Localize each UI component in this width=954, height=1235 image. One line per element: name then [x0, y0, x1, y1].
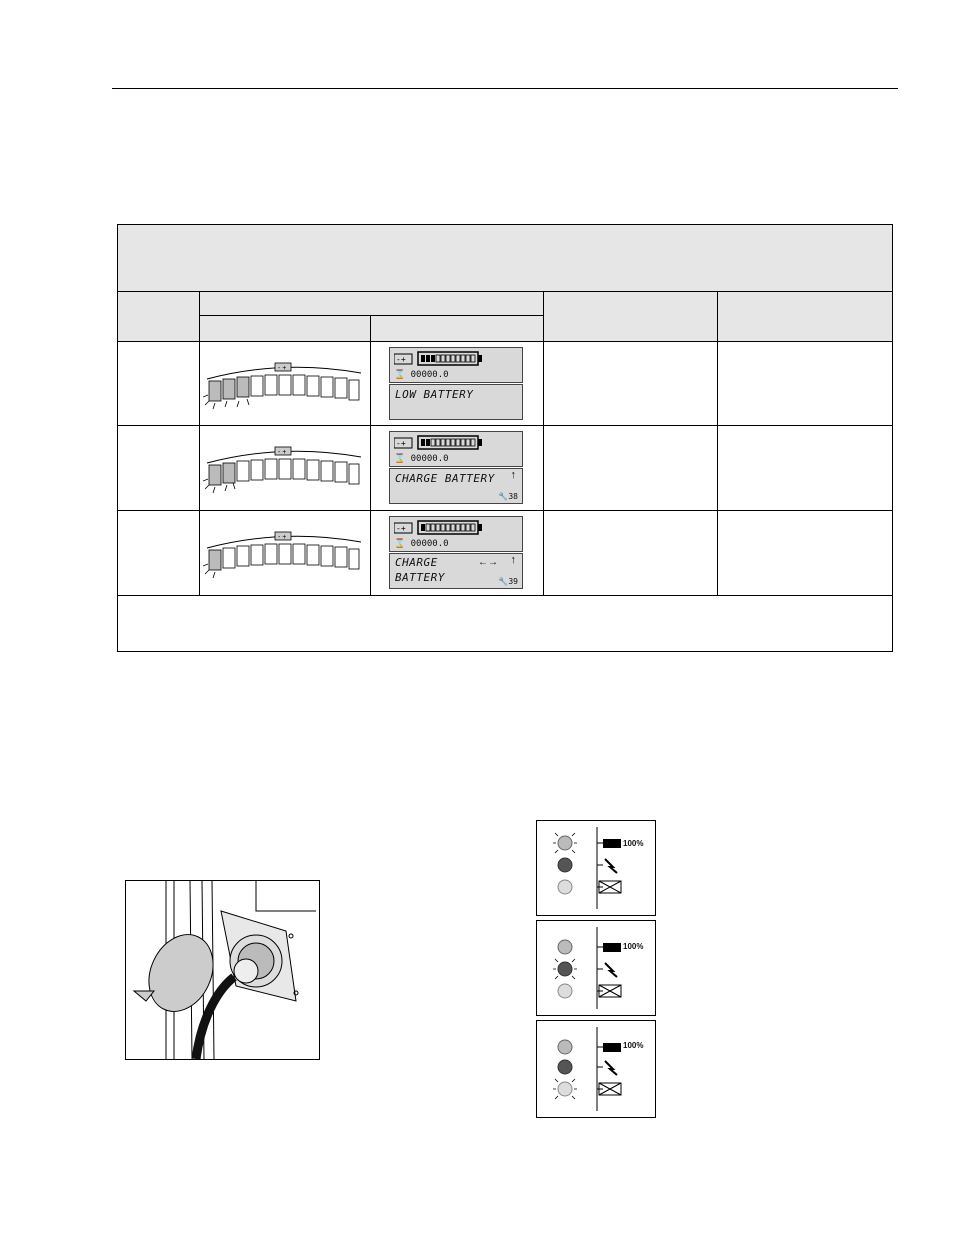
svg-text:-+: -+	[396, 524, 406, 533]
lcd-message-panel-row-1	[389, 384, 523, 420]
hour-meter: ⌛ 00000.0	[394, 370, 449, 380]
full-charge-label: 100%	[623, 1041, 644, 1050]
charging-icon	[605, 859, 617, 873]
full-charge-label: 100%	[623, 942, 644, 951]
full-charge-label: 100%	[623, 839, 644, 848]
battery-gauge-row-2	[203, 443, 365, 499]
charger-indicator-panel-2	[536, 920, 656, 1016]
charger-socket-figure	[125, 880, 320, 1060]
wrench-code: 🔧39	[498, 577, 518, 586]
charger-indicator-panel-3	[536, 1020, 656, 1118]
lcd-message: LOW BATTERY	[395, 388, 474, 401]
lcd-status-panel-row-1	[389, 347, 523, 383]
lcd-message-panel-row-3	[389, 553, 523, 589]
left-right-arrows-icon: ←→	[478, 557, 498, 568]
lcd-message-panel-row-2	[389, 468, 523, 504]
lcd-message: CHARGE BATTERY	[395, 472, 495, 485]
battery-gauge-row-3	[203, 528, 365, 584]
lcd-message-line-2: BATTERY	[395, 571, 445, 584]
header-rule	[112, 88, 898, 89]
lcd-status-panel-row-3	[389, 516, 523, 552]
battery-gauge-row-1	[203, 359, 365, 415]
svg-text:- +: - +	[278, 449, 287, 456]
svg-text:-+: -+	[396, 355, 406, 364]
up-arrow-icon: ↑	[510, 469, 516, 481]
wrench-icon: 🔧	[498, 577, 509, 586]
table-title-band	[118, 225, 892, 291]
svg-text:-+: -+	[396, 439, 406, 448]
svg-text:- +: - +	[278, 365, 287, 372]
svg-text:- +: - +	[278, 534, 287, 541]
up-arrow-icon: ↑	[510, 554, 516, 566]
hour-meter: ⌛ 00000.0	[394, 454, 449, 464]
wrench-icon: 🔧	[498, 492, 509, 501]
wrench-code: 🔧38	[498, 492, 518, 501]
charger-indicator-panel-1	[536, 820, 656, 916]
table-column-headers	[118, 292, 892, 341]
lcd-status-panel-row-2	[389, 431, 523, 467]
lcd-message-line-1: CHARGE	[395, 556, 438, 569]
battery-status-table	[117, 224, 893, 652]
hour-meter: ⌛ 00000.0	[394, 539, 449, 549]
